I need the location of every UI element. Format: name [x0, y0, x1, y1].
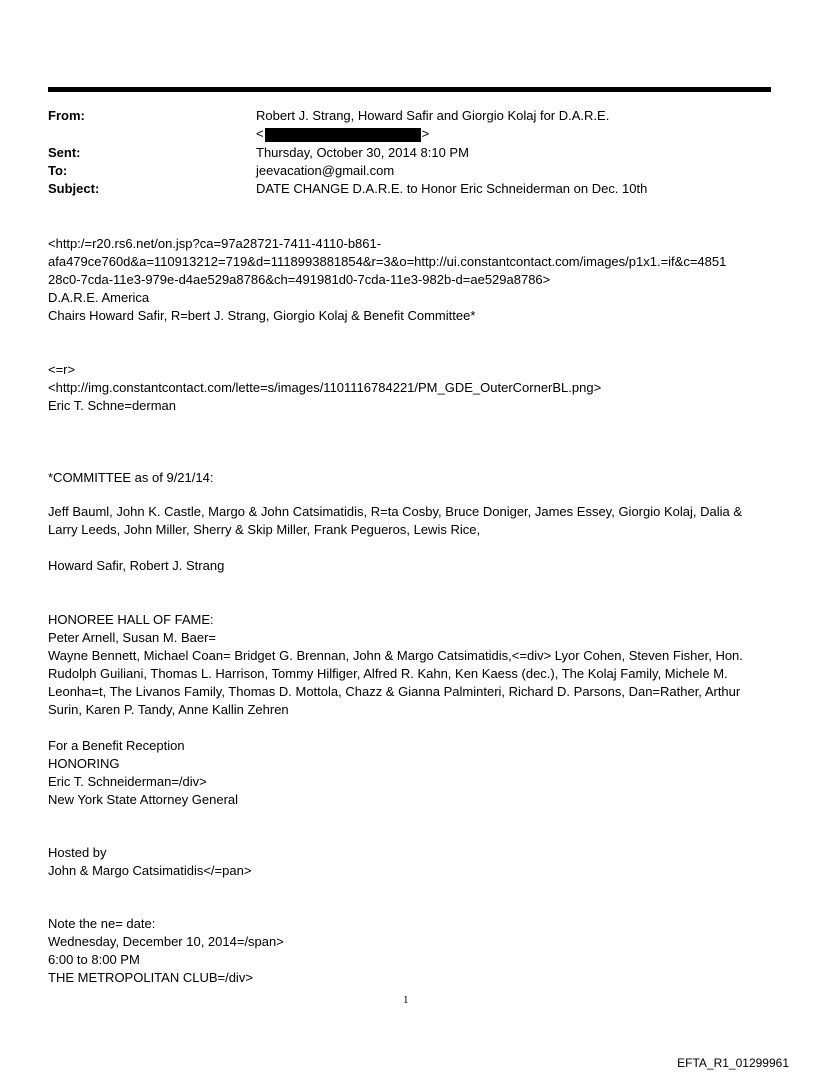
tracking-url-line2: afa479ce760d&a=110913212=719&d=1118993881854&r=3&o=http://ui.constantcontact.com/images/p1x1.=if&c=4851	[48, 254, 727, 269]
tracking-url-line1: <http:/=r20.rs6.net/on.jsp?ca=97a28721-7411-4110-b861-	[48, 236, 382, 251]
subject-value: DATE CHANGE D.A.R.E. to Honor Eric Schneiderman on Dec. 10th	[256, 181, 648, 196]
from-email	[256, 126, 429, 142]
committee-heading: *COMMITTEE as of 9/21/14:	[48, 470, 214, 485]
header-rule	[48, 87, 771, 92]
benefit-line3: Eric T. Schneiderman=/div>	[48, 774, 207, 789]
benefit-line4: New York State Attorney General	[48, 792, 239, 807]
hall-of-fame-block	[48, 611, 778, 719]
to-value: jeevacation@gmail.com	[256, 163, 395, 178]
date-block	[48, 915, 778, 987]
image-block	[48, 361, 778, 415]
from-value: Robert J. Strang, Howard Safir and Giorgio Kolaj for D.A.R.E.	[256, 108, 610, 123]
page-number: 1	[403, 994, 409, 1006]
committee-list: Jeff Bauml, John K. Castle, Margo & John Catsimatidis, R=ta Cosby, Bruce Doniger, James Essey, Giorgio Kolaj, Dalia & Larry Leeds, John Miller, Sherry & Skip Miller, Frank Pegueros, Lewis Rice,	[48, 504, 742, 537]
sent-value: Thursday, October 30, 2014 8:10 PM	[256, 145, 469, 160]
note-line1: Note the ne= date:	[48, 916, 156, 931]
org-name: D.A.R.E. America	[48, 290, 150, 305]
benefit-line1: For a Benefit Reception	[48, 738, 185, 753]
to-label: To:	[48, 163, 68, 178]
hall-line1: Peter Arnell, Susan M. Baer=	[48, 630, 217, 645]
email-open-bracket: <	[256, 126, 264, 141]
benefit-line2: HONORING	[48, 756, 120, 771]
note-line4: THE METROPOLITAN CLUB=/div>	[48, 970, 253, 985]
image-url: <http://img.constantcontact.com/lette=s/images/1101116784221/PM_GDE_OuterCornerBL.png>	[48, 380, 602, 395]
benefit-block	[48, 737, 778, 809]
chairs-line: Chairs Howard Safir, R=bert J. Strang, Giorgio Kolaj & Benefit Committee*	[48, 308, 476, 323]
eric-name-line: Eric T. Schne=derman	[48, 398, 177, 413]
hosted-line2: John & Margo Catsimatidis</=pan>	[48, 863, 252, 878]
hall-list: Wayne Bennett, Michael Coan= Bridget G. Brennan, John & Margo Catsimatidis,<=div> Lyor Cohen, Steven Fisher, Hon. Rudolph Guiliani, Thomas L. Harrison, Tommy Hilfiger, Alfred R. Kahn, Ken Kaess (dec.), The Kolaj Family, Michele M. Leonha=t, The Livanos Family, Thomas D. Mottola, Chazz & Gianna Palminteri, Richard D. Parsons, Dan=Rather, Arthur Surin, Karen P. Tandy, Anne Kallin Zehren	[48, 648, 743, 717]
hall-heading: HONOREE HALL OF FAME:	[48, 612, 214, 627]
note-line3: 6:00 to 8:00 PM	[48, 952, 140, 967]
document-id: EFTA_R1_01299961	[677, 1056, 789, 1070]
hosted-line1: Hosted by	[48, 845, 107, 860]
email-close-bracket: >	[421, 126, 430, 141]
hosted-block	[48, 844, 778, 880]
tracking-url-line3: 28c0-7cda-11e3-979e-d4ae529a8786&ch=491981d0-7cda-11e3-982b-d=ae529a8786>	[48, 272, 551, 287]
note-line2: Wednesday, December 10, 2014=/span>	[48, 934, 284, 949]
redaction-bar	[265, 128, 421, 142]
subject-label: Subject:	[48, 181, 100, 196]
tracking-block	[48, 235, 778, 325]
sent-label: Sent:	[48, 145, 81, 160]
r-tag: <=r>	[48, 362, 76, 377]
committee-last: Howard Safir, Robert J. Strang	[48, 558, 225, 573]
from-label: From:	[48, 108, 85, 123]
